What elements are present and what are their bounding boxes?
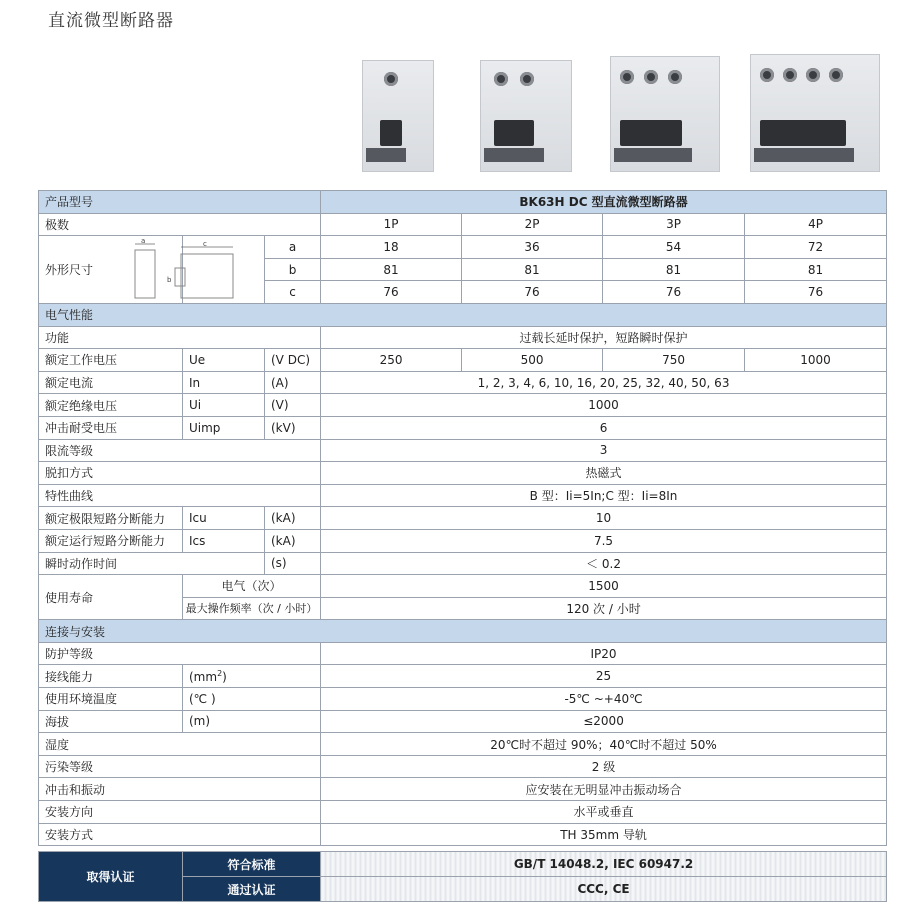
function-value: 过载长延时保护，短路瞬时保护 [321,326,887,349]
voltage-1p: 250 [321,349,462,372]
life-electrical-value: 1500 [321,575,887,598]
dim-a-1p: 18 [321,236,462,259]
spec-table [38,190,887,902]
life-freq-label: 最大操作频率（次 / 小时） [183,597,321,620]
dim-key-b: b [265,258,321,281]
impulse-row [39,416,887,439]
direction-value: 水平或垂直 [321,801,887,824]
mount-row [39,823,887,846]
pole-1p: 1P [321,213,462,236]
instant-row [39,552,887,575]
model-label: 产品型号 [39,191,321,214]
pollution-row [39,755,887,778]
function-label: 功能 [39,326,321,349]
ip-row [39,642,887,665]
dim-a-4p: 72 [745,236,887,259]
cert-standard-value: GB/T 14048.2, IEC 60947.2 [321,852,887,877]
ics-symbol: Ics [183,529,265,552]
impulse-symbol: Uimp [183,416,265,439]
instant-unit: (s) [265,552,321,575]
dim-c-3p: 76 [603,281,745,304]
humidity-value: 20℃时不超过 90%；40℃时不超过 50% [321,733,887,756]
shock-row [39,778,887,801]
humidity-row [39,733,887,756]
product-images [320,40,886,188]
dim-key-a: a [265,236,321,259]
limiting-value: 3 [321,439,887,462]
model-row [39,191,887,214]
dim-key-c: c [265,281,321,304]
pollution-value: 2 级 [321,755,887,778]
ip-label: 防护等级 [39,642,321,665]
fig-label-b: b [167,275,172,284]
curve-label: 特性曲线 [39,484,321,507]
dim-b-3p: 81 [603,258,745,281]
dim-row-a [39,236,887,259]
ics-value: 7.5 [321,529,887,552]
cert-standard-label: 符合标准 [183,852,321,877]
dim-b-2p: 81 [462,258,603,281]
page-title: 直流微型断路器 [48,11,174,31]
humidity-label: 湿度 [39,733,321,756]
impulse-value: 6 [321,416,887,439]
model-value: BK63H DC 型直流微型断路器 [321,191,887,214]
direction-row [39,801,887,824]
trip-row [39,462,887,485]
poles-row [39,213,887,236]
trip-label: 脱扣方式 [39,462,321,485]
temp-label: 使用环境温度 [39,688,183,711]
dim-c-4p: 76 [745,281,887,304]
cert-standard-row [39,852,887,877]
cert-pass-label: 通过认证 [183,877,321,902]
dims-figure [141,236,265,304]
mount-label: 安装方式 [39,823,321,846]
insulation-symbol: Ui [183,394,265,417]
wire-label: 接线能力 [39,665,183,688]
mount-value: TH 35mm 导轨 [321,823,887,846]
dim-b-4p: 81 [745,258,887,281]
shock-value: 应安装在无明显冲击振动场合 [321,778,887,801]
voltage-2p: 500 [462,349,603,372]
breaker-4p-image [750,54,880,172]
current-row [39,371,887,394]
limiting-row [39,439,887,462]
limiting-label: 限流等级 [39,439,321,462]
fig-label-c: c [203,239,207,248]
trip-value: 热磁式 [321,462,887,485]
life-label: 使用寿命 [39,575,183,620]
breaker-2p-image [480,60,572,172]
dims-label: 外形尺寸 [39,236,183,304]
dim-c-1p: 76 [321,281,462,304]
cert-label: 取得认证 [39,852,183,902]
install-section-title: 连接与安装 [39,620,887,643]
impulse-unit: (kV) [265,416,321,439]
direction-label: 安装方向 [39,801,321,824]
breaker-3p-image [610,56,720,172]
cert-pass-value: CCC, CE [321,877,887,902]
instant-value: ＜ 0.2 [321,552,887,575]
function-row [39,326,887,349]
curve-value: B 型：Ii=5In;C 型：Ii=8In [321,484,887,507]
icu-unit: (kA) [265,507,321,530]
current-symbol: In [183,371,265,394]
voltage-symbol: Ue [183,349,265,372]
ics-row [39,529,887,552]
altitude-unit: (m) [183,710,321,733]
wire-row [39,665,887,688]
pole-2p: 2P [462,213,603,236]
voltage-4p: 1000 [745,349,887,372]
life-freq-value: 120 次 / 小时 [321,597,887,620]
life-electrical-label: 电气（次） [183,575,321,598]
shock-label: 冲击和振动 [39,778,321,801]
insulation-label: 额定绝缘电压 [39,394,183,417]
current-value: 1, 2, 3, 4, 6, 10, 16, 20, 25, 32, 40, 50, 63 [321,371,887,394]
altitude-label: 海拔 [39,710,183,733]
wire-value: 25 [321,665,887,688]
temp-value: -5℃ ~+40℃ [321,688,887,711]
electrical-section-row [39,303,887,326]
electrical-section-title: 电气性能 [39,303,887,326]
dim-a-3p: 54 [603,236,745,259]
temp-row [39,688,887,711]
temp-unit: (℃ ) [183,688,321,711]
poles-label: 极数 [39,213,321,236]
altitude-row [39,710,887,733]
dim-c-2p: 76 [462,281,603,304]
insulation-unit: (V) [265,394,321,417]
insulation-value: 1000 [321,394,887,417]
install-section-row [39,620,887,643]
curve-row [39,484,887,507]
ip-value: IP20 [321,642,887,665]
pole-3p: 3P [603,213,745,236]
fig-label-a: a [141,236,146,245]
current-label: 额定电流 [39,371,183,394]
dim-a-2p: 36 [462,236,603,259]
ics-label: 额定运行短路分断能力 [39,529,183,552]
voltage-3p: 750 [603,349,745,372]
instant-label: 瞬时动作时间 [39,552,265,575]
voltage-label: 额定工作电压 [39,349,183,372]
voltage-row [39,349,887,372]
voltage-unit: (V DC) [265,349,321,372]
icu-symbol: Icu [183,507,265,530]
ics-unit: (kA) [265,529,321,552]
altitude-value: ≤2000 [321,710,887,733]
dim-b-1p: 81 [321,258,462,281]
icu-label: 额定极限短路分断能力 [39,507,183,530]
wire-unit: $(mm^2)$ [183,665,321,688]
icu-row [39,507,887,530]
life-electrical-row [39,575,887,598]
pole-4p: 4P [745,213,887,236]
breaker-1p-image [362,60,434,172]
pollution-label: 污染等级 [39,755,321,778]
current-unit: (A) [265,371,321,394]
icu-value: 10 [321,507,887,530]
insulation-row [39,394,887,417]
impulse-label: 冲击耐受电压 [39,416,183,439]
